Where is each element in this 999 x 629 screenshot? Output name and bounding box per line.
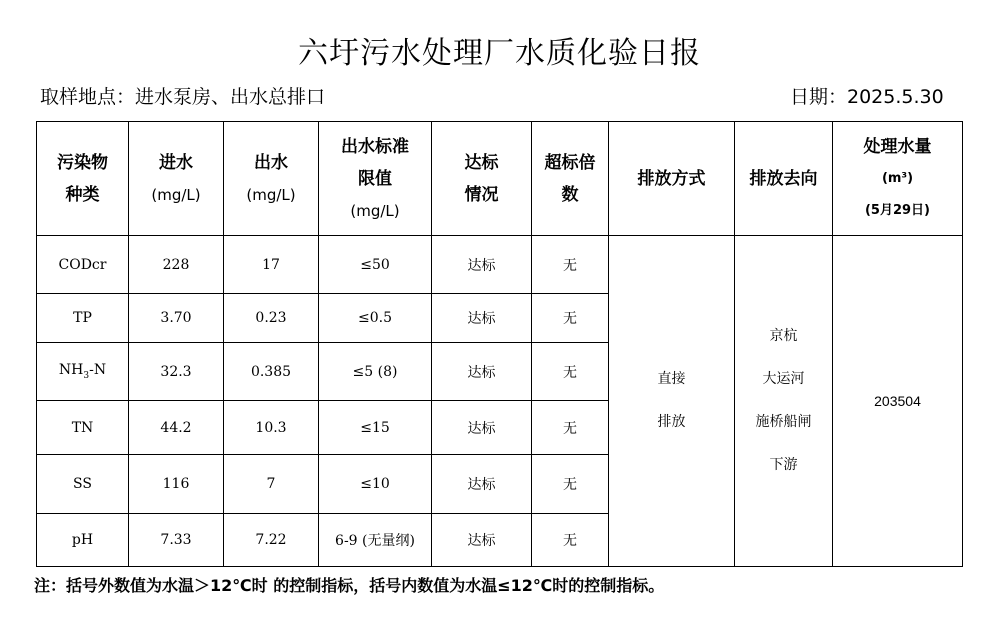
limit-cell: ≤15 (319, 401, 432, 455)
pollutant-cell: TP (37, 294, 129, 343)
pollutant-cell: SS (37, 455, 129, 514)
table-header-row (37, 122, 963, 236)
discharge-method-cell: 直接 排放 (609, 236, 735, 567)
report-date: 日期：2025.5.30 (790, 86, 944, 108)
outflow-cell: 7 (224, 455, 319, 514)
header-discharge-dest: 排放去向 (735, 122, 833, 236)
status-cell: 达标 (432, 455, 532, 514)
discharge-dest-cell: 京杭 大运河 施桥船闸 下游 (735, 236, 833, 567)
header-inflow: 进水 (mg/L) (129, 122, 224, 236)
water-quality-table (36, 121, 963, 567)
exceed-cell: 无 (532, 401, 609, 455)
status-cell: 达标 (432, 401, 532, 455)
sampling-location: 取样地点：进水泵房、出水总排口 (40, 86, 326, 108)
status-cell: 达标 (432, 236, 532, 294)
header-discharge-method: 排放方式 (609, 122, 735, 236)
outflow-cell: 0.385 (224, 343, 319, 401)
volume-cell: 203504 (833, 236, 963, 567)
header-pollutant: 污染物 种类 (37, 122, 129, 236)
header-outflow: 出水 (mg/L) (224, 122, 319, 236)
pollutant-cell: pH (37, 514, 129, 567)
outflow-cell: 0.23 (224, 294, 319, 343)
report-title: 六圩污水处理厂水质化验日报 (298, 36, 701, 71)
exceed-cell: 无 (532, 343, 609, 401)
limit-cell: ≤50 (319, 236, 432, 294)
limit-cell: ≤0.5 (319, 294, 432, 343)
status-cell: 达标 (432, 294, 532, 343)
header-status: 达标 情况 (432, 122, 532, 236)
outflow-cell: 7.22 (224, 514, 319, 567)
pollutant-cell: $NH_3-N$ (37, 343, 129, 401)
header-volume: 处理水量 (m³) (5月29日) (833, 122, 963, 236)
outflow-cell: 17 (224, 236, 319, 294)
status-cell: 达标 (432, 514, 532, 567)
inflow-cell: 116 (129, 455, 224, 514)
exceed-cell: 无 (532, 294, 609, 343)
limit-cell: ≤5 (8) (319, 343, 432, 401)
table-row (37, 236, 963, 294)
inflow-cell: 7.33 (129, 514, 224, 567)
pollutant-cell: CODcr (37, 236, 129, 294)
exceed-cell: 无 (532, 236, 609, 294)
inflow-cell: 228 (129, 236, 224, 294)
header-limit: 出水标准 限值 (mg/L) (319, 122, 432, 236)
exceed-cell: 无 (532, 514, 609, 567)
status-cell: 达标 (432, 343, 532, 401)
limit-cell: ≤10 (319, 455, 432, 514)
inflow-cell: 44.2 (129, 401, 224, 455)
inflow-cell: 3.70 (129, 294, 224, 343)
header-exceed: 超标倍 数 (532, 122, 609, 236)
limit-cell: 6-9 (无量纲) (319, 514, 432, 567)
inflow-cell: 32.3 (129, 343, 224, 401)
pollutant-cell: TN (37, 401, 129, 455)
footnote: 注：括号外数值为水温＞12℃时 的控制指标，括号内数值为水温≤12℃时的控制指标。 (34, 576, 665, 595)
exceed-cell: 无 (532, 455, 609, 514)
outflow-cell: 10.3 (224, 401, 319, 455)
